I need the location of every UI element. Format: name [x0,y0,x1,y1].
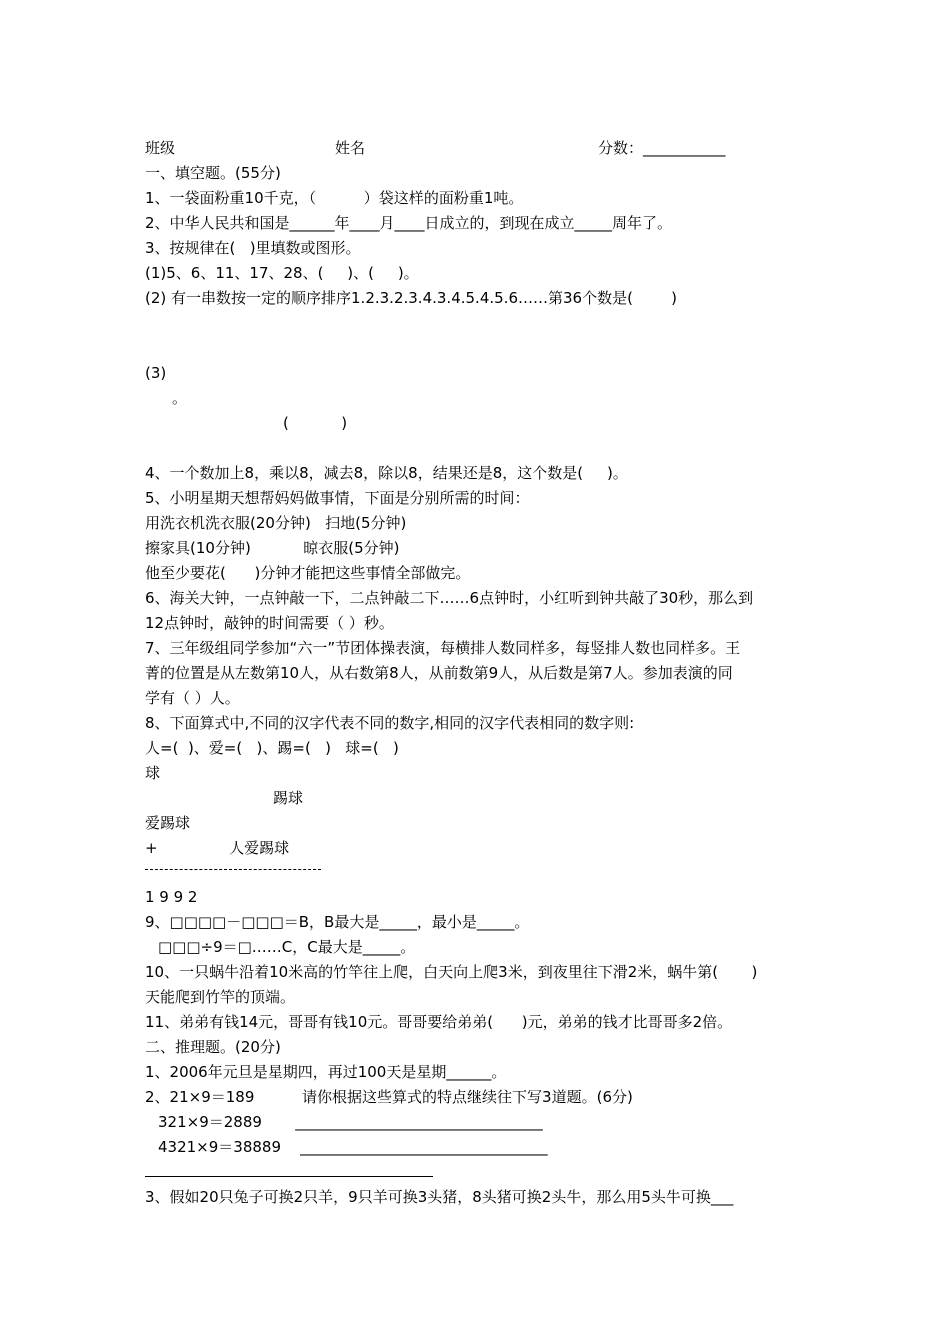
question-7-line-1: 7、三年级组同学参加“六一”节团体操表演，每横排人数同样多，每竖排人数也同样多。王 [145,639,741,657]
question-9-b: □□□÷9＝□……C，C最大是_____。 [158,938,416,956]
question-6-line-1: 6、海关大钟，一点钟敲一下，二点钟敲二下……6点钟时，小红听到钟共敲了30秒，那么到 [145,589,754,607]
question-3-1: (1)5、6、11、17、28、( )、( )。 [145,264,419,282]
question-3-3-answer: ( ) [283,414,348,432]
puzzle-line-4: + 人爱踢球 [145,839,290,857]
question-3-2: (2) 有一串数按一定的顺序排序1.2.3.2.3.4.3.4.5.4.5.6……第36个数是( ) [145,289,677,307]
reasoning-2: 2、21×9＝189 请你根据这些算式的特点继续往下写3道题。(6分) [145,1088,633,1106]
score-label: 分数：___________ [598,139,726,157]
question-7-line-2: 菁的位置是从左数第10人，从右数第8人，从前数第9人，从后数是第7人。参加表演的同 [145,664,733,682]
question-8-blanks: 人=( )、爱=( )、踢=( ) 球=( ) [145,739,399,757]
puzzle-line-1: 球 [145,764,161,782]
reasoning-3: 3、假如20只兔子可换2只羊，9只羊可换3头猪，8头猪可换2头牛，那么用5头牛可换___ [145,1188,734,1206]
question-2: 2、中华人民共和国是______年____月____日成立的，到现在成立_____周年了。 [145,214,673,232]
question-6-line-2: 12点钟时，敲钟的时间需要（ ）秒。 [145,614,394,632]
question-9: 9、□□□□－□□□＝B，B最大是_____，最小是_____。 [145,913,530,931]
class-label: 班级 [145,139,176,157]
reasoning-2-b: 4321×9＝38889 _________________________________ [158,1138,548,1156]
answer-line [145,1176,433,1177]
puzzle-line-3: 爱踢球 [145,814,191,832]
reasoning-1: 1、2006年元旦是星期四，再过100天是星期______。 [145,1063,507,1081]
section-2-title: 二、推理题。(20分) [145,1038,281,1056]
question-3-3: (3) [145,364,167,382]
question-11: 11、弟弟有钱14元，哥哥有钱10元。哥哥要给弟弟( )元，弟弟的钱才比哥哥多2倍。 [145,1013,733,1031]
reasoning-2-a: 321×9＝2889 _________________________________ [158,1113,543,1131]
question-10-line-1: 10、一只蜗牛沿着10米高的竹竿往上爬，白天向上爬3米，到夜里往下滑2米，蜗牛第( ) [145,963,758,981]
puzzle-result: 1 9 9 2 [145,888,198,906]
question-3-3-dot: 。 [172,389,188,407]
question-8: 8、下面算式中,不同的汉字代表不同的数字,相同的汉字代表相同的数字则: [145,714,635,732]
puzzle-line-2: 踢球 [273,789,304,807]
question-3: 3、按规律在( )里填数或图形。 [145,239,361,257]
question-5-task-a: 用洗衣机洗衣服(20分钟) 扫地(5分钟) [145,514,407,532]
question-5-ask: 他至少要花( )分钟才能把这些事情全部做完。 [145,564,471,582]
question-5-task-b: 擦家具(10分钟) 晾衣服(5分钟) [145,539,400,557]
question-4: 4、一个数加上8，乘以8，减去8，除以8，结果还是8，这个数是( )。 [145,464,628,482]
question-1: 1、一袋面粉重10千克，（ ）袋这样的面粉重1吨。 [145,189,524,207]
puzzle-sum-line [145,869,321,870]
header-row [145,138,805,158]
question-7-line-3: 学有（ ）人。 [145,689,240,707]
name-label: 姓名 [335,139,366,157]
section-1-title: 一、填空题。(55分) [145,164,281,182]
question-10-line-2: 天能爬到竹竿的顶端。 [145,988,296,1006]
question-5: 5、小明星期天想帮妈妈做事情，下面是分别所需的时间： [145,489,530,507]
